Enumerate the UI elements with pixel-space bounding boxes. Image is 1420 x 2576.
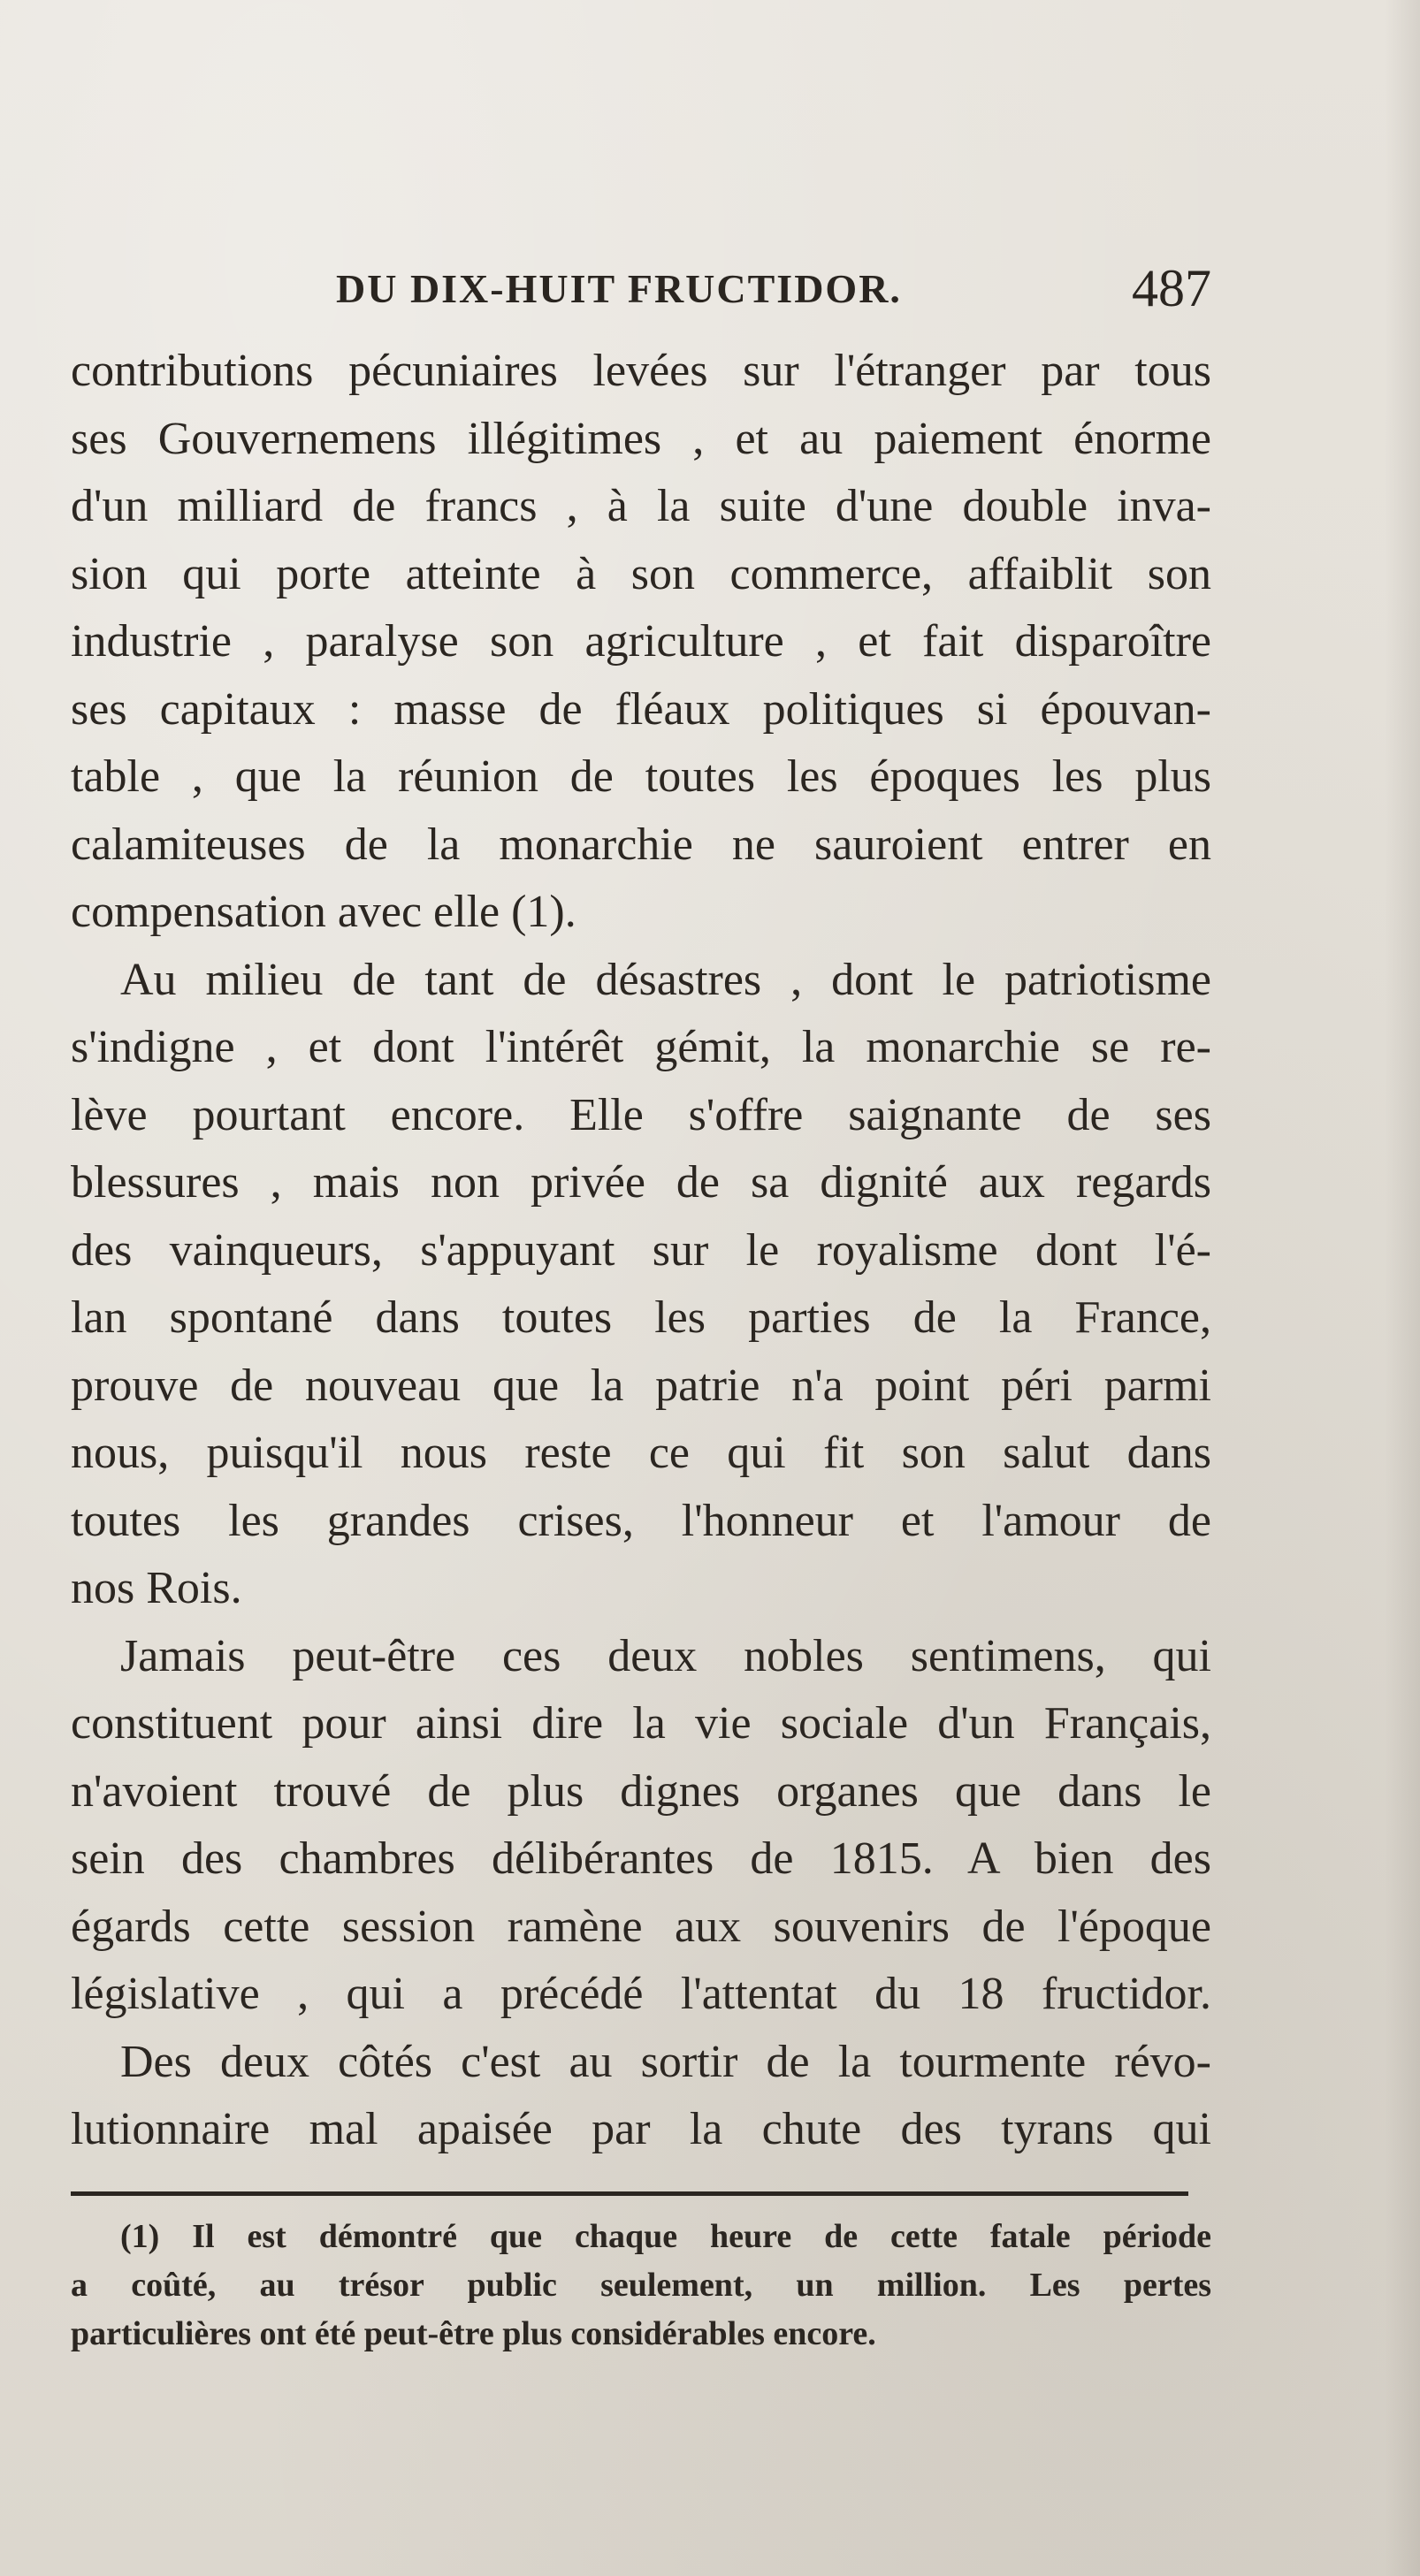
text-line: s'indigne , et dont l'intérêt gémit, la monarchie se re- <box>71 1022 1211 1072</box>
text-line: blessures , mais non privée de sa dignité aux regards <box>71 1157 1211 1208</box>
text-line: industrie , paralyse son agriculture , et fait disparoître <box>71 616 1211 667</box>
text-line: d'un milliard de francs , à la suite d'une double inva- <box>71 481 1211 531</box>
text-line: égards cette session ramène aux souvenirs de l'époque <box>71 1901 1211 1952</box>
paragraph-start-line: Au milieu de tant de désastres , dont le patriotisme <box>120 954 1211 1005</box>
running-head: DU DIX-HUIT FRUCTIDOR. <box>336 266 902 311</box>
footnote-line: (1) Il est démontré que chaque heure de cette fatale période <box>120 2218 1211 2255</box>
text-line: législative , qui a précédé l'attentat du 18 fructidor. <box>71 1969 1211 2019</box>
page-edge-shadow <box>1385 0 1420 2576</box>
text-line: lan spontané dans toutes les parties de la France, <box>71 1292 1211 1343</box>
text-line: sion qui porte atteinte à son commerce, affaiblit son <box>71 548 1211 599</box>
text-line: lève pourtant encore. Elle s'offre saignante de ses <box>71 1089 1211 1140</box>
text-line: des vainqueurs, s'appuyant sur le royalisme dont l'é- <box>71 1224 1211 1276</box>
footnote-rule <box>71 2191 1188 2196</box>
main-text <box>71 338 1211 2164</box>
text-line: prouve de nouveau que la patrie n'a point péri parmi <box>71 1360 1211 1411</box>
paragraph-start-line: Des deux côtés c'est au sortir de la tourmente révo- <box>120 2036 1211 2087</box>
footnote <box>71 2213 1211 2359</box>
text-line: sein des chambres délibérantes de 1815. A bien des <box>71 1833 1211 1884</box>
footnote-line: particulières ont été peut-être plus considérables encore. <box>71 2315 876 2352</box>
text-line: compensation avec elle (1). <box>71 887 576 937</box>
text-line: toutes les grandes crises, l'honneur et l'amour de <box>71 1495 1211 1546</box>
text-line: calamiteuses de la monarchie ne sauroient entrer en <box>71 819 1211 870</box>
footnote-line: a coûté, au trésor public seulement, un million. Les pertes <box>71 2267 1211 2304</box>
paragraph-start-line: Jamais peut-être ces deux nobles sentimens, qui <box>120 1630 1211 1681</box>
text-line: contributions pécuniaires levées sur l'étranger par tous <box>71 346 1211 396</box>
text-line: nos Rois. <box>71 1563 242 1613</box>
text-line: nous, puisqu'il nous reste ce qui fit son salut dans <box>71 1428 1211 1478</box>
text-line: ses Gouvernemens illégitimes , et au paiement énorme <box>71 413 1211 464</box>
page-header <box>71 258 1211 329</box>
text-line: table , que la réunion de toutes les époques les plus <box>71 751 1211 802</box>
text-line: n'avoient trouvé de plus dignes organes que dans le <box>71 1765 1211 1817</box>
text-line: constituent pour ainsi dire la vie sociale d'un Français, <box>71 1698 1211 1749</box>
text-line: lutionnaire mal apaisée par la chute des tyrans qui <box>71 2104 1211 2154</box>
text-line: ses capitaux : masse de fléaux politiques si épouvan- <box>71 683 1211 735</box>
page-number: 487 <box>1132 259 1211 317</box>
